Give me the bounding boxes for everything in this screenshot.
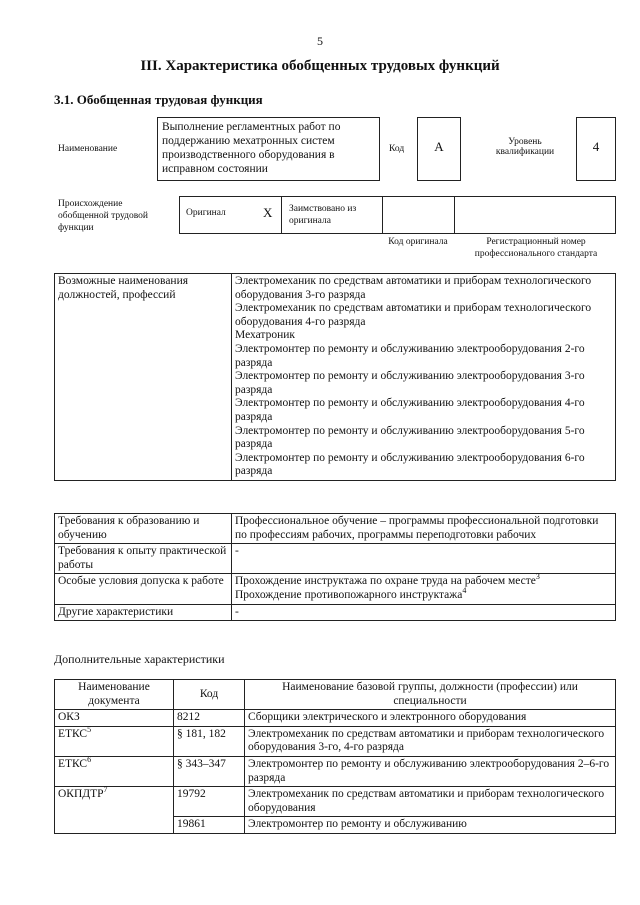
list-item: Мехатроник — [235, 329, 295, 342]
footnote-ref: 7 — [103, 785, 108, 795]
footnote-ref: 3 — [535, 572, 540, 582]
name-value: Выполнение регламентных работ по поддержанию мехатронных систем производственного оборудования в исправном состоянии — [162, 121, 341, 175]
code-label: Код — [389, 144, 405, 154]
borrowed-label: Заимствовано из оригинала — [289, 204, 357, 226]
doc-cell: ОКЗ — [58, 711, 80, 724]
original-label: Оригинал — [186, 208, 226, 218]
col-doc-header: Наименование документа — [55, 680, 174, 710]
level-value-box — [576, 117, 616, 181]
conditions-value — [232, 574, 616, 604]
conditions-line1: Прохождение инструктажа по охране труда на рабочем месте — [235, 575, 536, 588]
footnote-ref: 5 — [87, 724, 92, 734]
education-value: Профессиональное обучение – программы профессиональной подготовки по профессиям рабочих, программы переподготовки рабочих — [232, 514, 616, 544]
doc-cell: ЕТКС — [58, 757, 88, 770]
table-row — [55, 726, 616, 756]
education-label: Требования к образованию и обучению — [55, 514, 232, 544]
code-cell: 19792 — [174, 787, 245, 817]
additional-table — [54, 679, 616, 834]
subsection-title: 3.1. Обобщенная трудовая функция — [54, 92, 263, 107]
code-cell: 8212 — [174, 710, 245, 727]
table-row — [55, 514, 616, 544]
requirements-table — [54, 513, 616, 621]
name-value-box — [157, 117, 380, 181]
page-number: 5 — [317, 34, 323, 48]
col-code-header: Код — [174, 680, 245, 710]
table-header-row — [55, 680, 616, 710]
name-cell: Электромеханик по средствам автоматики и приборам технологического оборудования 3-го, 4-го разряда — [245, 726, 616, 756]
conditions-label: Особые условия допуска к работе — [55, 574, 232, 604]
code-value: A — [434, 139, 444, 154]
list-item: Электромонтер по ремонту и обслуживанию электрооборудования 4-го разряда — [235, 397, 585, 423]
list-item: Электромонтер по ремонту и обслуживанию электрооборудования 5-го разряда — [235, 424, 585, 451]
additional-title: Дополнительные характеристики — [54, 652, 225, 666]
footnote-ref: 6 — [87, 755, 92, 765]
doc-cell: ОКПДТР — [58, 788, 104, 801]
code-cell: § 343–347 — [174, 756, 245, 786]
original-mark: X — [263, 205, 273, 220]
origin-box — [179, 196, 616, 234]
name-cell: Электромеханик по средствам автоматики и приборам технологического оборудования — [245, 787, 616, 817]
name-cell: Электромонтер по ремонту и обслуживанию электрооборудования 2–6-го разряда — [245, 756, 616, 786]
list-item: Электромонтер по ремонту и обслуживанию электрооборудования 2-го разряда — [235, 342, 585, 369]
table-row — [55, 544, 616, 574]
doc-cell: ЕТКС — [58, 727, 88, 740]
level-label: Уровень квалификации — [495, 137, 555, 157]
footnote-ref: 4 — [462, 586, 467, 596]
list-item: Электромонтер по ремонту и обслуживанию электрооборудования 6-го разряда — [235, 451, 585, 478]
list-item: Электромонтер по ремонту и обслуживанию электрооборудования 3-го разряда — [235, 370, 585, 396]
table-row — [55, 710, 616, 727]
list-item: Электромеханик по средствам автоматики и приборам технологического оборудования 4-го разряда — [235, 302, 592, 328]
col-name-header: Наименование базовой группы, должности (профессии) или специальности — [245, 680, 616, 710]
name-cell: Электромонтер по ремонту и обслуживанию — [245, 817, 616, 834]
table-row — [55, 756, 616, 786]
experience-label: Требования к опыту практической работы — [55, 544, 232, 574]
list-item: Электромеханик по средствам автоматики и приборам технологического оборудования 3-го разряда — [235, 275, 592, 301]
positions-label: Возможные наименования должностей, профессий — [55, 274, 232, 481]
reg-number-label: Регистрационный номер профессионального стандарта — [474, 237, 598, 259]
code-cell: § 181, 182 — [174, 726, 245, 756]
positions-list — [232, 274, 616, 481]
other-label: Другие характеристики — [55, 604, 232, 621]
level-value: 4 — [592, 139, 600, 154]
table-row — [55, 787, 616, 817]
code-original-label: Код оригинала — [388, 237, 448, 247]
name-cell: Сборщики электрического и электронного оборудования — [245, 710, 616, 727]
code-cell: 19861 — [174, 817, 245, 834]
table-row — [55, 604, 616, 621]
other-value: - — [232, 604, 616, 621]
conditions-line2: Прохождение противопожарного инструктажа — [235, 588, 463, 601]
positions-table — [54, 273, 616, 481]
origin-label: Происхождение обобщенной трудовой функции — [58, 199, 148, 233]
name-label: Наименование — [58, 144, 118, 154]
section-title: III. Характеристика обобщенных трудовых функций — [140, 58, 500, 74]
table-row — [55, 574, 616, 604]
code-value-box — [417, 117, 461, 181]
experience-value: - — [232, 544, 616, 574]
